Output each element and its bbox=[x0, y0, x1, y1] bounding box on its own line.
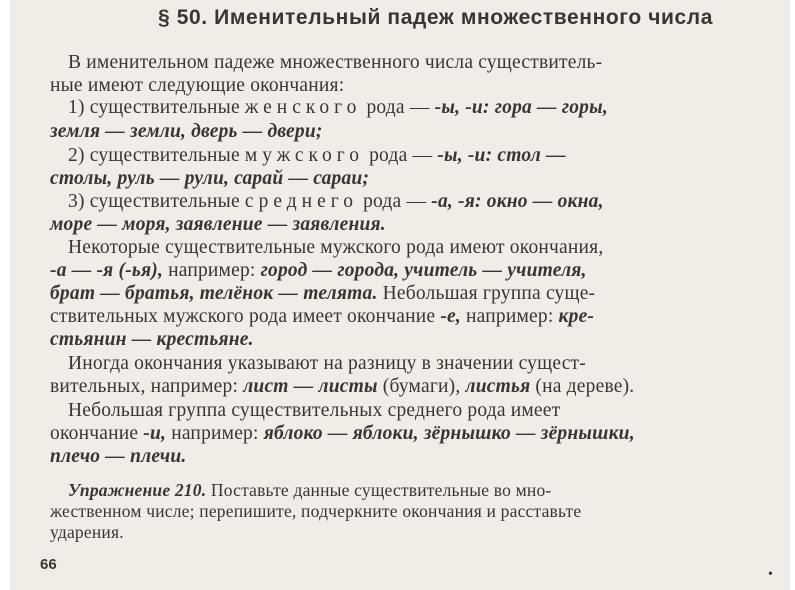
item2-endings: -ы, -и: стол — bbox=[437, 145, 566, 166]
para3-example-1: лист — листы bbox=[243, 376, 378, 397]
para2-line-2 bbox=[50, 258, 760, 283]
para2-line-4 bbox=[50, 304, 760, 329]
para3-text: вительных, например: bbox=[50, 376, 244, 397]
exercise-line-3: ударения. bbox=[50, 522, 124, 542]
para2-for-example-2: например: bbox=[460, 306, 559, 327]
para2-ending-e: -е, bbox=[440, 306, 461, 327]
exercise-text-1: Поставьте данные существительные во мно- bbox=[206, 480, 552, 500]
intro-line-1: В именительном падеже множественного числа существитель- bbox=[68, 52, 603, 73]
item1-line-1 bbox=[68, 95, 778, 120]
para4-examples: яблоко — яблоки, зёрнышко — зёрнышки, bbox=[263, 423, 635, 444]
item2-line-2: столы, руль — рули, сарай — сараи; bbox=[50, 168, 370, 189]
page-mark: • bbox=[768, 567, 773, 582]
intro-line-2: ные имеют следующие окончания: bbox=[50, 75, 345, 96]
section-title: § 50. Именительный падеж множественного числа bbox=[158, 6, 714, 29]
para3-paper: (бумаги), bbox=[377, 376, 466, 397]
para4-line-3: плечо — плечи. bbox=[50, 446, 187, 467]
para2-examples-1: город — города, учитель — учителя, bbox=[260, 260, 587, 281]
item1-rod: рода — bbox=[361, 97, 435, 118]
para4-line-1: Небольшая группа существительных среднего рода имеет bbox=[68, 400, 561, 421]
para3-line-2 bbox=[50, 374, 760, 399]
para2-line-5: стьянин — крестьяне. bbox=[50, 329, 254, 350]
para2-example-3a: кре- bbox=[558, 306, 595, 327]
item2-number-label: 2) существительные bbox=[68, 145, 245, 166]
para2-line-3 bbox=[50, 281, 760, 306]
item3-line-2: море — моря, заявление — заявления. bbox=[50, 214, 386, 235]
item2-line-1 bbox=[68, 143, 778, 168]
para3-line-1: Иногда окончания указывают на разницу в значении сущест- bbox=[68, 353, 586, 374]
para2-endings: -а — -я (-ья), bbox=[50, 260, 164, 281]
item1-gender: женского bbox=[244, 97, 362, 118]
para3-example-2: листья bbox=[465, 376, 531, 397]
para3-tree: (на дереве). bbox=[530, 376, 635, 397]
exercise-line-2: жественном числе; перепишите, подчеркните окончания и расставьте bbox=[50, 501, 582, 521]
item3-rod: рода — bbox=[358, 191, 432, 212]
page-number: 66 bbox=[40, 556, 57, 573]
para2-for-example: например: bbox=[163, 260, 261, 281]
para4-for-example: например: bbox=[166, 423, 264, 444]
item1-number-label: 1) существительные bbox=[68, 97, 245, 118]
para2-small-group: Небольшая группа суще- bbox=[377, 283, 596, 304]
item1-endings: -ы, -и: гора — горы, bbox=[434, 97, 608, 118]
item2-rod: рода — bbox=[364, 145, 438, 166]
para2-line-1: Некоторые существительные мужского рода имеют окончания, bbox=[68, 237, 604, 258]
para4-line-2 bbox=[50, 421, 760, 446]
item3-line-1 bbox=[68, 189, 778, 214]
para4-ending-word: окончание bbox=[50, 423, 144, 444]
book-page bbox=[10, 0, 790, 590]
item1-line-2: земля — земли, дверь — двери; bbox=[50, 121, 323, 142]
para2-text-4: ствительных мужского рода имеет окончание bbox=[50, 306, 441, 327]
item3-endings: -а, -я: окно — окна, bbox=[431, 191, 604, 212]
item3-number-label: 3) существительные bbox=[68, 191, 245, 212]
item3-gender: среднего bbox=[244, 191, 358, 212]
para4-ending-i: -и, bbox=[143, 423, 167, 444]
para2-examples-2: брат — братья, телёнок — телята. bbox=[50, 283, 378, 304]
exercise-label: Упражнение 210. bbox=[68, 480, 207, 500]
item2-gender: мужского bbox=[244, 145, 365, 166]
